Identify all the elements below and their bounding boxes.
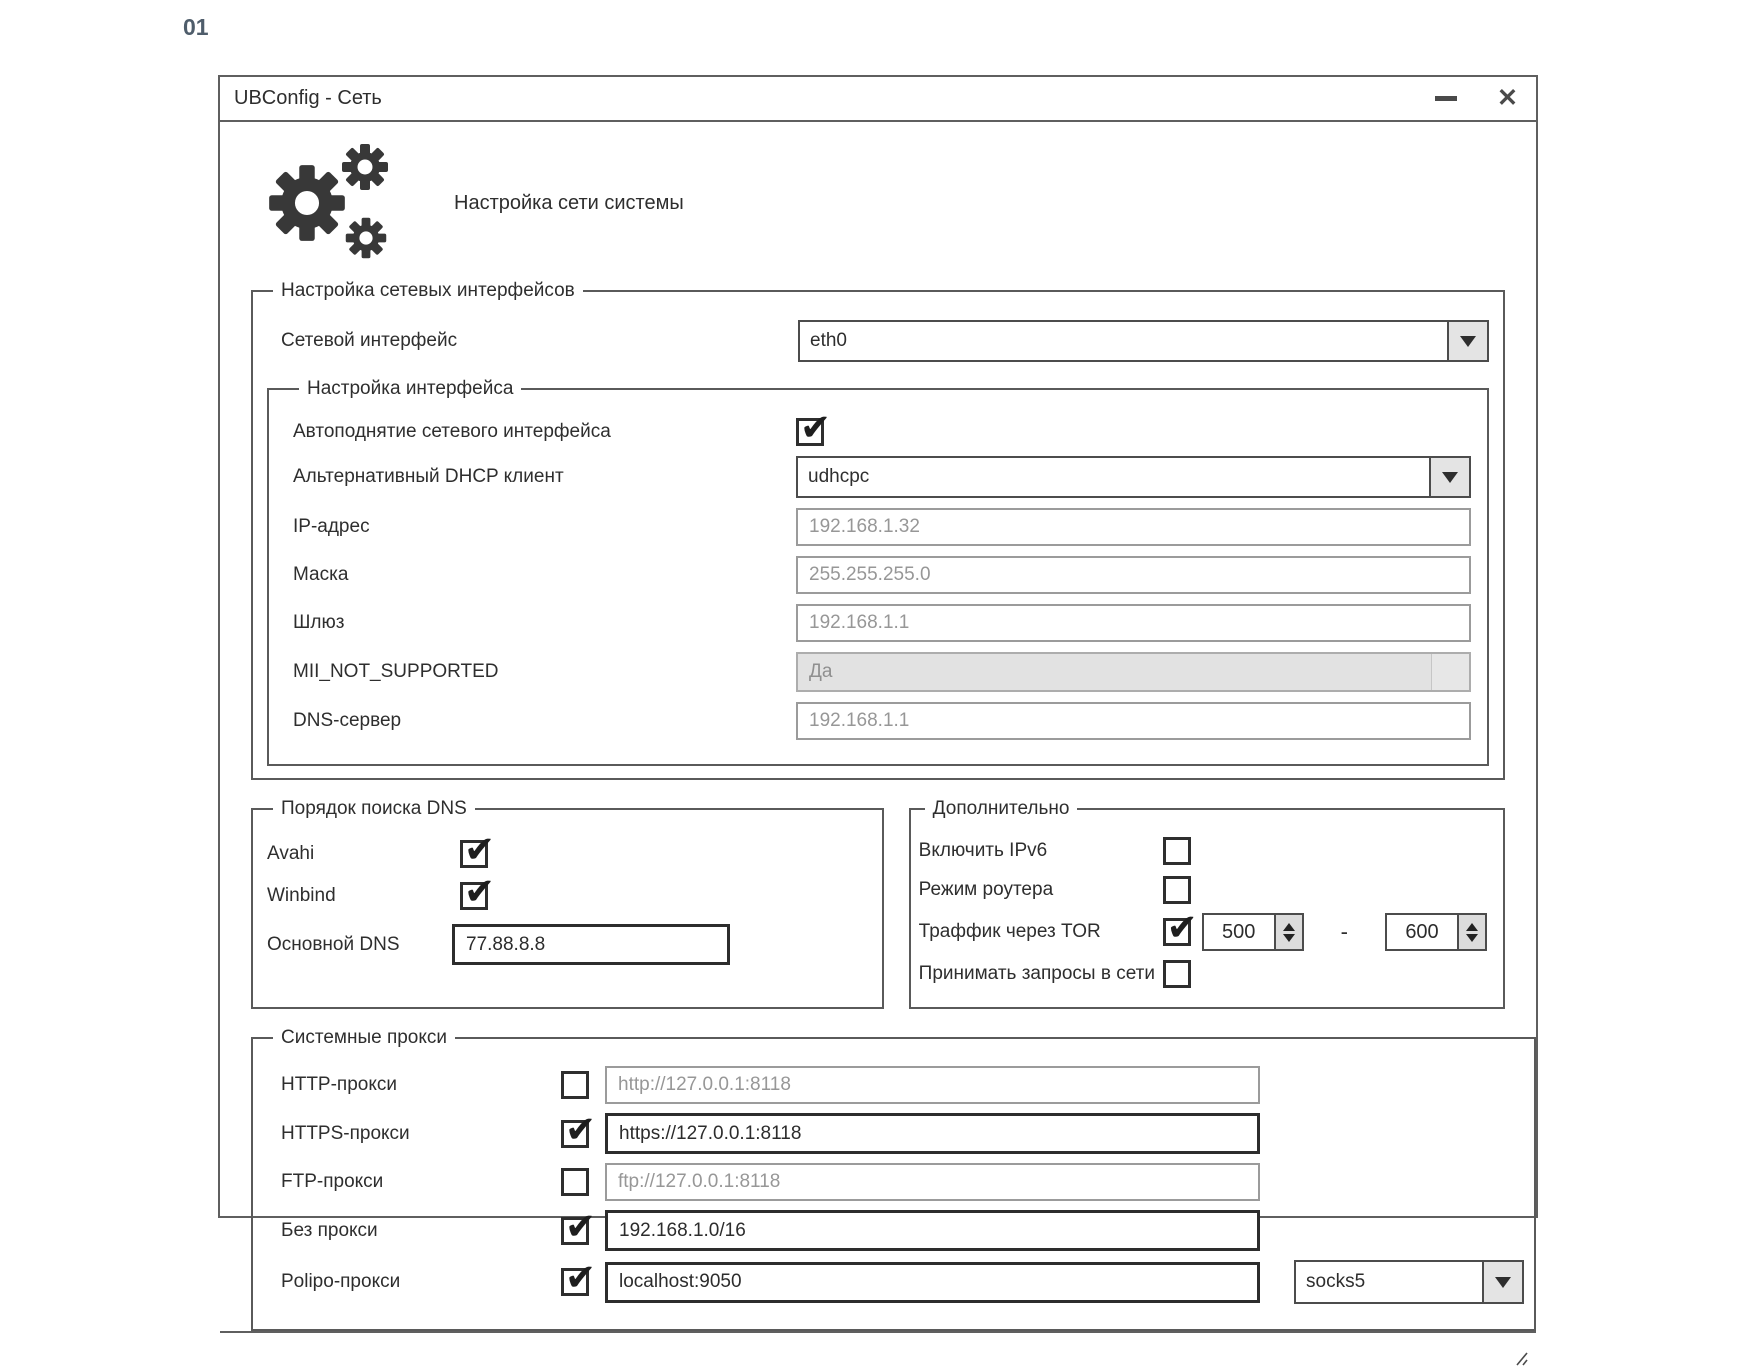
- https-proxy-checkbox[interactable]: [561, 1120, 589, 1148]
- gears-icon: [264, 142, 396, 264]
- dhcp-client-row: [293, 456, 1471, 498]
- window-title: UBConfig - Сеть: [234, 87, 382, 109]
- mask-input[interactable]: [796, 556, 1471, 594]
- router-mode-row: [919, 874, 1487, 906]
- group-network-interfaces: [251, 280, 1505, 780]
- tor-row: [919, 913, 1487, 951]
- https-proxy-row: [267, 1113, 1524, 1154]
- tor-port-from-value[interactable]: 500: [1221, 920, 1256, 943]
- ipv6-checkbox[interactable]: [1163, 837, 1191, 865]
- group-network-interfaces-legend: Настройка сетевых интерфейсов: [281, 280, 575, 301]
- mii-row: [293, 652, 1471, 692]
- dhcp-client-select[interactable]: [796, 456, 1471, 498]
- winbind-checkbox[interactable]: [460, 882, 488, 910]
- group-additional: [909, 798, 1505, 1009]
- dhcp-client-selected-value: udhcpc: [808, 466, 870, 487]
- ftp-proxy-row: [267, 1163, 1524, 1201]
- primary-dns-row: [267, 924, 864, 965]
- ipv6-label: Включить IPv6: [918, 840, 1048, 861]
- http-proxy-row: [267, 1066, 1524, 1104]
- mask-row: [293, 556, 1471, 594]
- ip-input[interactable]: [796, 508, 1471, 546]
- accept-requests-label: Принимать запросы в сети: [918, 963, 1155, 984]
- spin-up-icon: [1283, 917, 1295, 931]
- gear-large-icon: [264, 160, 350, 246]
- auto-up-label: Автоподнятие сетевого интерфейса: [293, 421, 611, 442]
- no-proxy-checkbox[interactable]: [561, 1217, 589, 1245]
- spin-down-icon: [1466, 934, 1478, 948]
- gateway-row: [293, 604, 1471, 642]
- page-title: Настройка сети системы: [454, 191, 684, 214]
- interface-selected-value: eth0: [810, 330, 847, 351]
- group-system-proxies-legend: Системные прокси: [281, 1027, 448, 1048]
- group-system-proxies: [251, 1027, 1536, 1331]
- chevron-down-icon: [1495, 1277, 1511, 1296]
- slide-number: 01: [183, 14, 209, 40]
- winbind-label: Winbind: [267, 885, 336, 906]
- dns-server-input[interactable]: [796, 702, 1471, 740]
- avahi-label: Avahi: [267, 843, 315, 864]
- winbind-row: [267, 882, 864, 910]
- no-proxy-label: Без прокси: [281, 1219, 378, 1241]
- group-interface-settings-legend: Настройка интерфейса: [307, 378, 514, 399]
- window-content: [220, 122, 1536, 1331]
- auto-up-row: [293, 418, 1471, 446]
- dns-server-label: DNS-сервер: [293, 710, 402, 731]
- chevron-down-icon: [1460, 336, 1476, 355]
- tor-port-to-value[interactable]: 600: [1405, 920, 1439, 943]
- http-proxy-label: HTTP-прокси: [281, 1074, 397, 1095]
- accept-requests-row: [919, 958, 1487, 990]
- mii-field: [796, 652, 1471, 692]
- avahi-checkbox[interactable]: [460, 840, 488, 868]
- interface-row: [267, 320, 1489, 362]
- titlebar: [220, 77, 1536, 122]
- tor-port-from-spinner: [1202, 913, 1304, 951]
- resize-grip[interactable]: [1510, 1348, 1528, 1366]
- tor-label: Траффик через TOR: [918, 921, 1101, 942]
- dhcp-client-select-button[interactable]: [1429, 458, 1469, 496]
- polipo-proxy-checkbox[interactable]: [561, 1268, 589, 1296]
- polipo-protocol-select[interactable]: [1294, 1260, 1524, 1304]
- group-additional-legend: Дополнительно: [932, 798, 1070, 819]
- primary-dns-label: Основной DNS: [267, 933, 400, 955]
- polipo-proxy-input[interactable]: [605, 1262, 1260, 1303]
- ftp-proxy-checkbox[interactable]: [561, 1168, 589, 1196]
- ip-label: IP-адрес: [293, 516, 370, 537]
- gateway-input[interactable]: [796, 604, 1471, 642]
- avahi-row: [267, 840, 864, 868]
- router-mode-label: Режим роутера: [918, 879, 1054, 900]
- port-range-separator: -: [1340, 919, 1348, 944]
- mii-label: MII_NOT_SUPPORTED: [293, 661, 499, 682]
- ftp-proxy-label: FTP-прокси: [281, 1171, 384, 1192]
- ip-row: [293, 508, 1471, 546]
- https-proxy-input[interactable]: [605, 1113, 1260, 1154]
- mask-label: Маска: [293, 564, 349, 585]
- accept-requests-checkbox[interactable]: [1163, 960, 1191, 988]
- polipo-proxy-row: [267, 1260, 1524, 1304]
- spin-down-icon: [1283, 934, 1295, 948]
- router-mode-checkbox[interactable]: [1163, 876, 1191, 904]
- interface-select[interactable]: [798, 320, 1489, 362]
- mii-field-tail: [1431, 654, 1469, 690]
- interface-label: Сетевой интерфейс: [281, 330, 458, 351]
- gateway-label: Шлюз: [293, 612, 345, 633]
- group-dns-order: [251, 798, 884, 1009]
- statusbar: [220, 1331, 1536, 1371]
- https-proxy-label: HTTPS-прокси: [281, 1122, 410, 1144]
- middle-band: [236, 798, 1520, 1009]
- group-interface-settings: [267, 378, 1489, 766]
- ftp-proxy-input[interactable]: [605, 1163, 1260, 1201]
- dhcp-client-label: Альтернативный DHCP клиент: [293, 466, 564, 487]
- chevron-down-icon: [1442, 472, 1458, 491]
- ipv6-row: [919, 835, 1487, 867]
- primary-dns-input[interactable]: [452, 924, 730, 965]
- dns-server-row: [293, 702, 1471, 740]
- spin-up-icon: [1466, 917, 1478, 931]
- tor-port-from-spin-buttons[interactable]: [1274, 915, 1302, 949]
- auto-up-checkbox[interactable]: [796, 418, 824, 446]
- http-proxy-checkbox[interactable]: [561, 1071, 589, 1099]
- mii-input: [798, 654, 1431, 690]
- http-proxy-input[interactable]: [605, 1066, 1260, 1104]
- header: [264, 142, 1520, 264]
- interface-select-button[interactable]: [1447, 322, 1487, 360]
- no-proxy-input[interactable]: [605, 1210, 1260, 1251]
- gear-medium-icon: [340, 142, 390, 192]
- ubconfig-window: [218, 75, 1538, 1292]
- minimize-icon[interactable]: [1435, 96, 1457, 101]
- tor-port-to-spinner: [1385, 913, 1487, 951]
- tor-port-to-spin-buttons[interactable]: [1457, 915, 1485, 949]
- gear-small-icon: [344, 216, 388, 260]
- polipo-protocol-selected-value: socks5: [1306, 1271, 1366, 1292]
- tor-checkbox[interactable]: [1163, 918, 1191, 946]
- polipo-protocol-select-button[interactable]: [1482, 1262, 1522, 1302]
- no-proxy-row: [267, 1210, 1524, 1251]
- close-icon[interactable]: ✕: [1497, 84, 1518, 112]
- group-dns-order-legend: Порядок поиска DNS: [281, 798, 467, 819]
- polipo-proxy-label: Polipo-прокси: [281, 1271, 401, 1292]
